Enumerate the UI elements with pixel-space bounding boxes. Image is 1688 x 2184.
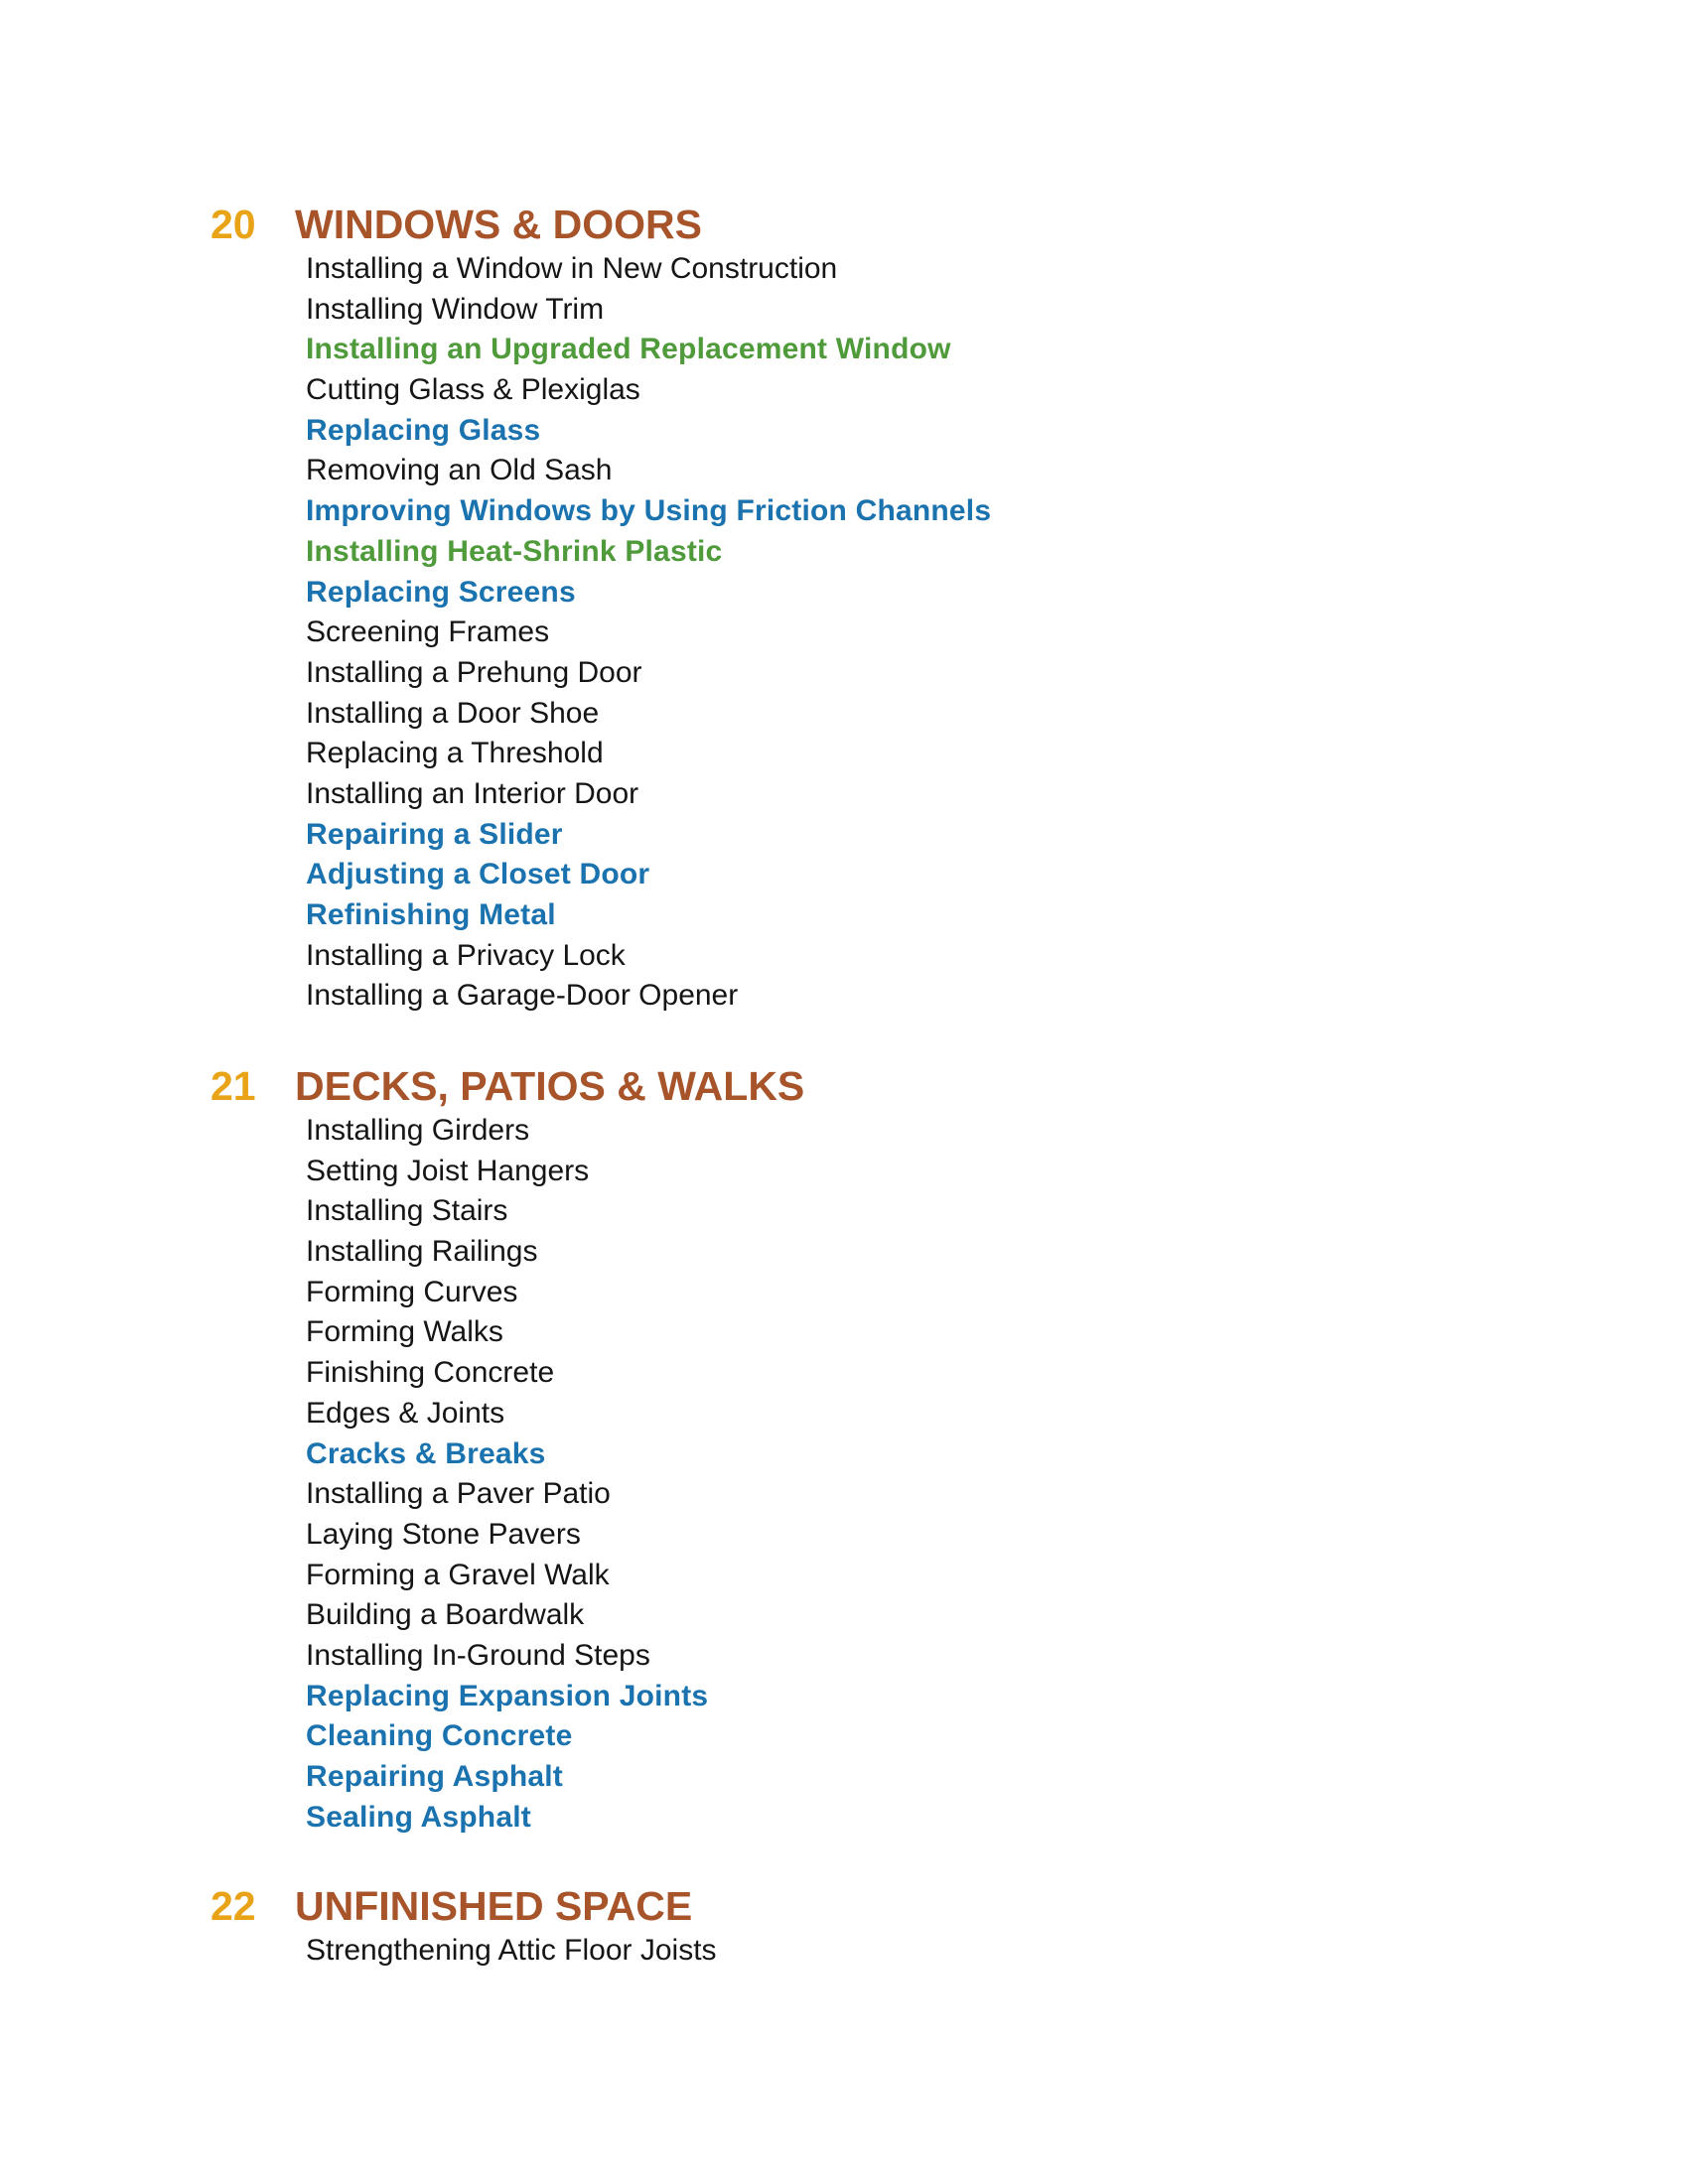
toc-item: Installing a Garage-Door Opener xyxy=(306,979,739,1013)
toc-item: Repairing Asphalt xyxy=(306,1760,563,1793)
toc-item: Finishing Concrete xyxy=(306,1356,555,1390)
chapter-title: WINDOWS & DOORS xyxy=(295,202,702,247)
chapter-item-list xyxy=(306,249,1688,1017)
toc-item: Cleaning Concrete xyxy=(306,1719,573,1753)
toc-item: Installing Window Trim xyxy=(306,292,605,326)
toc-item: Installing Stairs xyxy=(306,1194,508,1228)
chapter-21-section xyxy=(0,1057,1688,1838)
toc-item: Removing an Old Sash xyxy=(306,454,613,487)
toc-item: Installing Heat-Shrink Plastic xyxy=(306,534,723,568)
toc-item: Installing a Privacy Lock xyxy=(306,938,626,972)
toc-item: Replacing Screens xyxy=(306,575,576,609)
toc-item: Replacing a Threshold xyxy=(306,737,604,770)
toc-item: Strengthening Attic Floor Joists xyxy=(306,1934,717,1967)
chapter-heading xyxy=(0,196,1688,253)
toc-item: Refinishing Metal xyxy=(306,898,556,931)
toc-item: Forming Walks xyxy=(306,1315,503,1349)
toc-item: Installing a Door Shoe xyxy=(306,696,600,730)
toc-item: Installing an Interior Door xyxy=(306,776,639,810)
toc-item: Installing Railings xyxy=(306,1235,538,1269)
toc-item: Improving Windows by Using Friction Channels xyxy=(306,494,992,528)
toc-item: Forming a Gravel Walk xyxy=(306,1558,610,1591)
chapter-number: 22 xyxy=(211,1883,256,1929)
chapter-22-section xyxy=(0,1877,1688,1972)
chapter-item-list xyxy=(306,1931,1688,1972)
toc-item: Forming Curves xyxy=(306,1275,518,1308)
toc-item: Installing an Upgraded Replacement Window xyxy=(306,333,951,366)
toc-item: Installing In-Ground Steps xyxy=(306,1638,650,1672)
toc-item: Building a Boardwalk xyxy=(306,1598,585,1632)
chapter-title: UNFINISHED SPACE xyxy=(295,1883,693,1929)
toc-item: Replacing Expansion Joints xyxy=(306,1679,709,1712)
chapter-title: DECKS, PATIOS & WALKS xyxy=(295,1063,805,1109)
toc-item: Installing a Prehung Door xyxy=(306,655,642,689)
toc-item: Edges & Joints xyxy=(306,1396,505,1430)
toc-item: Replacing Glass xyxy=(306,413,541,447)
toc-item: Adjusting a Closet Door xyxy=(306,858,650,891)
toc-item: Setting Joist Hangers xyxy=(306,1154,590,1187)
toc-item: Repairing a Slider xyxy=(306,817,563,851)
toc-item: Installing a Paver Patio xyxy=(306,1477,611,1511)
toc-item: Laying Stone Pavers xyxy=(306,1517,581,1551)
toc-item: Screening Frames xyxy=(306,615,550,649)
chapter-heading xyxy=(0,1057,1688,1115)
toc-item: Cracks & Breaks xyxy=(306,1436,546,1470)
toc-item: Installing Girders xyxy=(306,1114,530,1147)
toc-item: Installing a Window in New Construction xyxy=(306,252,838,285)
toc-item: Sealing Asphalt xyxy=(306,1800,531,1834)
chapter-number: 21 xyxy=(211,1063,256,1109)
chapter-number: 20 xyxy=(211,202,256,247)
toc-item: Cutting Glass & Plexiglas xyxy=(306,373,640,407)
chapter-20-section xyxy=(0,196,1688,1017)
chapter-heading xyxy=(0,1877,1688,1935)
chapter-item-list xyxy=(306,1111,1688,1838)
